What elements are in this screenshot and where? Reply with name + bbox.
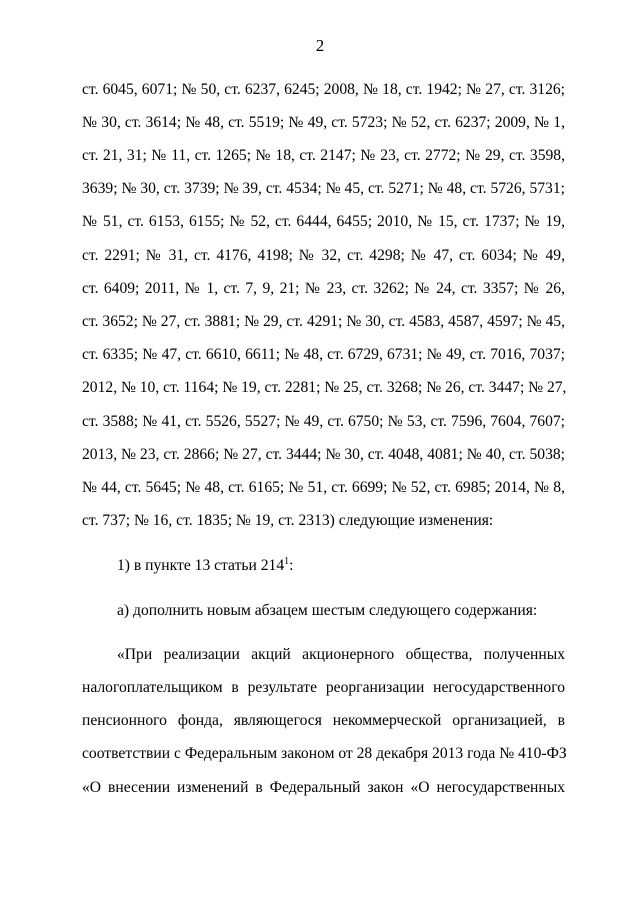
item-1-text: 1) в пункте 13 статьи 214 [117, 557, 285, 574]
body-line: ст. 6409; 2011, № 1, ст. 7, 9, 21; № 23, ст. 3262; № 24, ст. 3357; № 26, [82, 280, 565, 297]
body-line: 2012, № 10, ст. 1164; № 19, ст. 2281; № 25, ст. 3268; № 26, ст. 3447; № 27, [82, 379, 567, 396]
page-number: 2 [315, 36, 325, 55]
item-1 [117, 556, 565, 576]
quote-line: соответствии с Федеральным законом от 28 декабря 2013 года № 410-ФЗ [82, 745, 567, 762]
body-line: ст. 6045, 6071; № 50, ст. 6237, 6245; 2008, № 18, ст. 1942; № 27, ст. 3126; [82, 81, 565, 98]
body-line: 3639; № 30, ст. 3739; № 39, ст. 4534; № 45, ст. 5271; № 48, ст. 5726, 5731; [82, 180, 565, 197]
item-1-superscript: 1 [284, 556, 290, 567]
body-line: ст. 3588; № 41, ст. 5526, 5527; № 49, ст. 6750; № 53, ст. 7596, 7604, 7607; [82, 413, 565, 430]
quote-line: «О внесении изменений в Федеральный закон «О негосударственных [82, 779, 565, 796]
quote-line: «При реализации акций акционерного общества, полученных [117, 646, 565, 663]
body-line: ст. 737; № 16, ст. 1835; № 19, ст. 2313) следующие изменения: [82, 512, 494, 529]
body-line: № 30, ст. 3614; № 48, ст. 5519; № 49, ст. 5723; № 52, ст. 6237; 2009, № 1, [82, 114, 565, 131]
item-a: а) дополнить новым абзацем шестым следующего содержания: [117, 602, 538, 619]
body-line: ст. 3652; № 27, ст. 3881; № 29, ст. 4291; № 30, ст. 4583, 4587, 4597; № 45, [82, 313, 565, 330]
body-line: 2013, № 23, ст. 2866; № 27, ст. 3444; № 30, ст. 4048, 4081; № 40, ст. 5038; [82, 446, 565, 463]
body-line: ст. 21, 31; № 11, ст. 1265; № 18, ст. 2147; № 23, ст. 2772; № 29, ст. 3598, [82, 147, 565, 164]
item-1-suffix: : [289, 557, 294, 574]
body-line: ст. 6335; № 47, ст. 6610, 6611; № 48, ст. 6729, 6731; № 49, ст. 7016, 7037; [82, 346, 565, 363]
body-line: № 51, ст. 6153, 6155; № 52, ст. 6444, 6455; 2010, № 15, ст. 1737; № 19, [82, 213, 565, 230]
body-line: ст. 2291; № 31, ст. 4176, 4198; № 32, ст. 4298; № 47, ст. 6034; № 49, [82, 247, 565, 264]
quote-line: налогоплательщиком в результате реорганизации негосударственного [82, 679, 565, 696]
body-line: № 44, ст. 5645; № 48, ст. 6165; № 51, ст. 6699; № 52, ст. 6985; 2014, № 8, [82, 479, 565, 496]
quote-line: пенсионного фонда, являющегося некоммерческой организацией, в [82, 712, 565, 729]
